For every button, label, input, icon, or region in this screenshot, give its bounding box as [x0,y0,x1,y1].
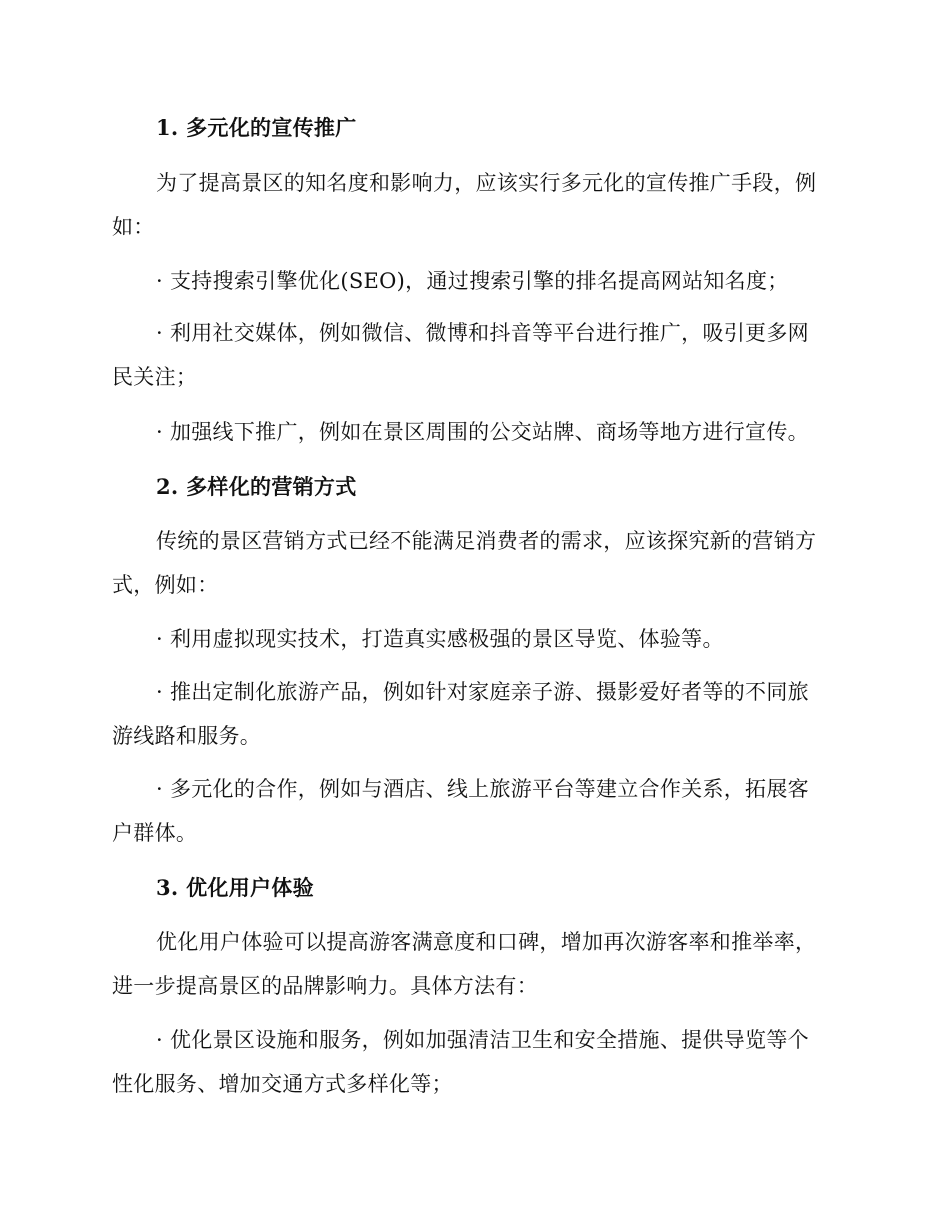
section-1-heading: 1. 多元化的宣传推广 [156,115,357,140]
section-2-intro: 传统的景区营销方式已经不能满足消费者的需求，应该探究新的营销方式，例如： [112,529,817,597]
section-1-intro: 为了提高景区的知名度和影响力，应该实行多元化的宣传推广手段，例如： [112,171,817,239]
section-2-item-1: · 利用虚拟现实技术，打造真实感极强的景区导览、体验等。 [156,627,724,651]
section-2-heading: 2. 多样化的营销方式 [156,474,357,499]
section-3-heading: 3. 优化用户体验 [156,875,314,900]
section-3-intro: 优化用户体验可以提高游客满意度和口碑，增加再次游客率和推举率，进一步提高景区的品牌影响力。具体方法有： [112,930,817,998]
section-2-item-2: · 推出定制化旅游产品，例如针对家庭亲子游、摄影爱好者等的不同旅游线路和服务。 [112,680,809,748]
section-2-item-3: · 多元化的合作，例如与酒店、线上旅游平台等建立合作关系，拓展客户群体。 [112,777,809,845]
section-1-item-3: · 加强线下推广，例如在景区周围的公交站牌、商场等地方进行宣传。 [156,420,809,444]
section-3-item-1: · 优化景区设施和服务，例如加强清洁卫生和安全措施、提供导览等个性化服务、增加交通方式多样化等； [112,1028,809,1096]
section-1-item-2: · 利用社交媒体，例如微信、微博和抖音等平台进行推广，吸引更多网民关注； [112,321,809,389]
section-1-item-1: · 支持搜索引擎优化(SEO)，通过搜索引擎的排名提高网站知名度； [156,269,789,293]
